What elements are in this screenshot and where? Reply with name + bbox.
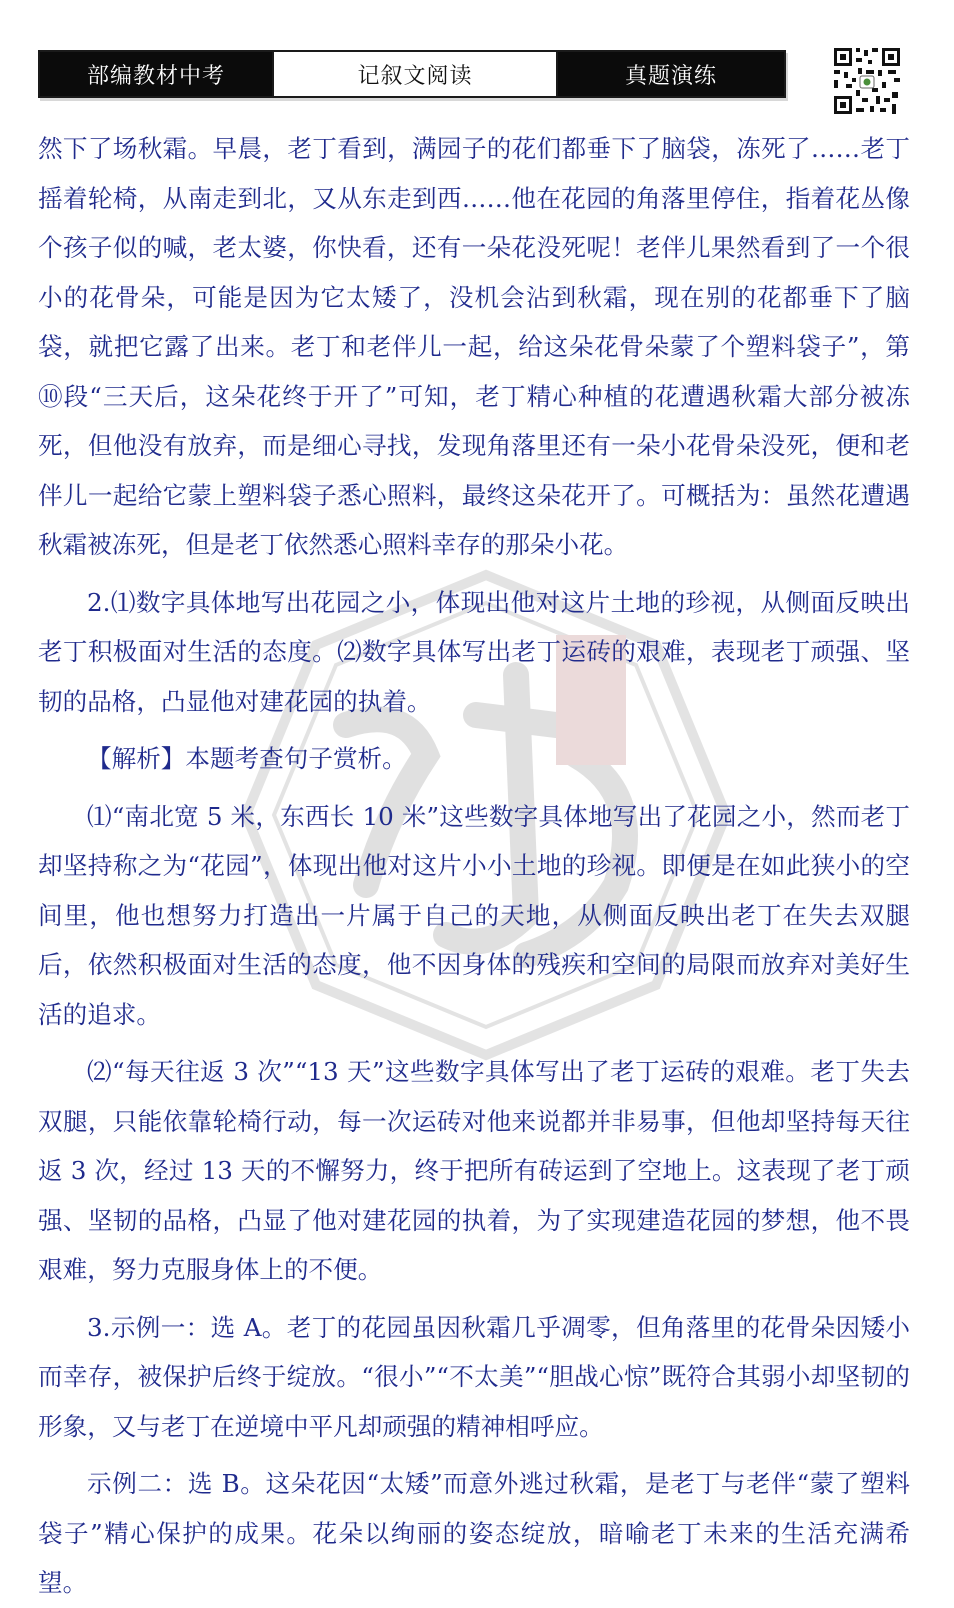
paragraph-analysis-2: ⑵“每天往返 3 次”“13 天”这些数字具体写出了老丁运砖的艰难。老丁失去双腿，只能依靠轮椅行动，每一次运砖对他来说都并非易事，但他却坚持每天往返 3 次，经过 13 天的不懈努力，终于把所有砖运到了空地上。这表现了老丁顽强、坚韧的品格，凸显了他对建花园的执着，为了实现建造花园的梦想，他不畏艰难，努力克服身体上的不便。	[38, 1057, 910, 1284]
paragraph-answer-2: 2.⑴数字具体地写出花园之小，体现出他对这片土地的珍视，从侧面反映出老丁积极面对生活的态度。⑵数字具体写出老丁运砖的艰难，表现老丁顽强、坚韧的品格，凸显他对建花园的执着。	[38, 587, 910, 716]
paragraph-answer-3-example-2: 示例二：选 B。这朵花因“太矮”而意外逃过秋霜，是老丁与老伴“蒙了塑料袋子”精心保护的成果。花朵以绚丽的姿态绽放，暗喻老丁未来的生活充满希望。	[38, 1469, 910, 1597]
paragraph-analysis-1: ⑴“南北宽 5 米，东西长 10 米”这些数字具体地写出了花园之小，然而老丁却坚持称之为“花园”，体现出他对这片小小土地的珍视。即便是在如此狭小的空间里，他也想努力打造出一片属于自己的天地，从侧面反映出老丁在失去双腿后，依然积极面对生活的态度，他不因身体的残疾和空间的局限而放弃对美好生活的追求。	[38, 801, 910, 1029]
paragraph-analysis-heading: 【解析】本题考查句子赏析。	[87, 744, 407, 773]
answer-text	[38, 124, 910, 1608]
qr-code-icon	[832, 46, 902, 116]
paragraph-answer-3-example-1: 3.示例一：选 A。老丁的花园虽因秋霜几乎凋零，但角落里的花骨朵因矮小而幸存，被保护后终于绽放。“很小”“不太美”“胆战心惊”既符合其弱小却坚韧的形象，又与老丁在逆境中平凡却顽强的精神相呼应。	[38, 1312, 910, 1441]
paragraph-continuation: 然下了场秋霜。早晨，老丁看到，满园子的花们都垂下了脑袋，冻死了……老丁摇着轮椅，从南走到北，又从东走到西……他在花园的角落里停住，指着花丛像个孩子似的喊，老太婆，你快看，还有一朵花没死呢！老伴儿果然看到了一个很小的花骨朵，可能是因为它太矮了，没机会沾到秋霜，现在别的花都垂下了脑袋，就把它露了出来。老丁和老伴儿一起，给这朵花骨朵蒙了个塑料袋子”，第⑩段“三天后，这朵花终于开了”可知，老丁精心种植的花遭遇秋霜大部分被冻死，但他没有放弃，而是细心寻找，发现角落里还有一朵小花骨朵没死，便和老伴儿一起给它蒙上塑料袋子悉心照料，最终这朵花开了。可概括为：虽然花遭遇秋霜被冻死，但是老丁依然悉心照料幸存的那朵小花。	[38, 134, 910, 559]
header-bar	[38, 50, 786, 98]
header-left-tab: 部编教材中考	[40, 52, 272, 96]
header-center-tab: 记叙文阅读	[272, 52, 558, 96]
header-right-tab: 真题演练	[558, 52, 784, 96]
